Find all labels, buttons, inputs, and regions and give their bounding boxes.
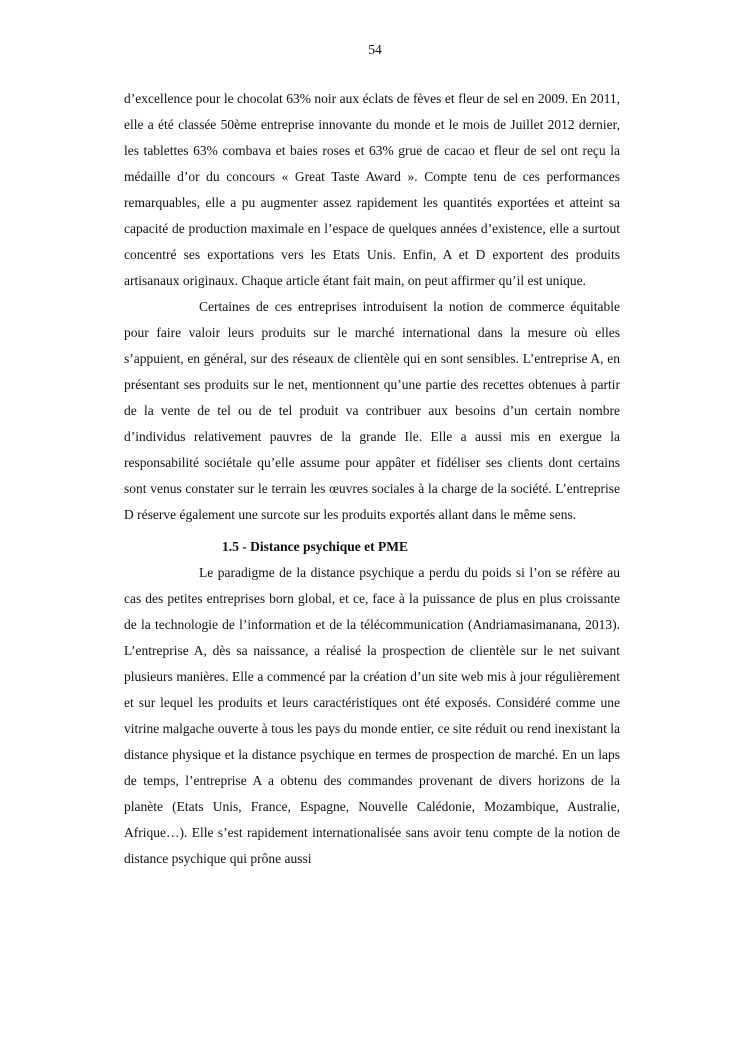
page-number: 54: [368, 42, 382, 57]
body-text: [124, 86, 620, 872]
paragraph-psychic-distance: Le paradigme de la distance psychique a perdu du poids si l’on se réfère au cas des petites entreprises born global, et ce, face à la puissance de plus en plus croissante de la technologie de l’information et de la télécommunication (Andriamasimanana, 2013). L’entreprise A, dès sa naissance, a réalisé la prospection de clientèle sur le net suivant plusieurs manières. Elle a commencé par la création d’un site web mis à jour régulièrement et sur lequel les produits et leurs caractéristiques ont été exposés. Considéré comme une vitrine malgache ouverte à tous les pays du monde entier, ce site réduit ou rend inexistant la distance physique et la distance psychique en termes de prospection de marché. En un laps de temps, l’entreprise A a obtenu des commandes provenant de divers horizons de la planète (Etats Unis, France, Espagne, Nouvelle Calédonie, Mozambique, Australie, Afrique…). Elle s’est rapidement internationalisée sans avoir tenu compte de la notion de distance psychique qui prône aussi: [124, 565, 620, 866]
paragraph-continuation: d’excellence pour le chocolat 63% noir aux éclats de fèves et fleur de sel en 2009. En 2011, elle a été classée 50ème entreprise innovante du monde et le mois de Juillet 2012 dernier, les tablettes 63% combava et baies roses et 63% grue de cacao et fleur de sel ont reçu la médaille d’or du concours « Great Taste Award ». Compte tenu de ces performances remarquables, elle a pu augmenter assez rapidement les quantités exportées et atteint sa capacité de production maximale en l’espace de quelques années d’existence, elle a surtout concentré ses exportations vers les Etats Unis. Enfin, A et D exportent des produits artisanaux originaux. Chaque article étant fait main, on peut affirmer qu’il est unique.: [124, 91, 620, 288]
section-heading: 1.5 - Distance psychique et PME: [222, 539, 408, 554]
paragraph-fair-trade: Certaines de ces entreprises introduisent la notion de commerce équitable pour faire valoir leurs produits sur le marché international dans la mesure où elles s’appuient, en général, sur des réseaux de clientèle qui en sont sensibles. L’entreprise A, en présentant ses produits sur le net, mentionnent qu’une partie des recettes obtenues à partir de la vente de tel ou de tel produit va contribuer aux besoins d’un certain nombre d’individus relativement pauvres de la grande Ile. Elle a aussi mis en exergue la responsabilité sociétale qu’elle assume pour appâter et fidéliser ses clients dont certains sont venus constater sur le terrain les œuvres sociales à la charge de la société. L’entreprise D réserve également une surcote sur les produits exportés allant dans le même sens.: [124, 299, 620, 522]
